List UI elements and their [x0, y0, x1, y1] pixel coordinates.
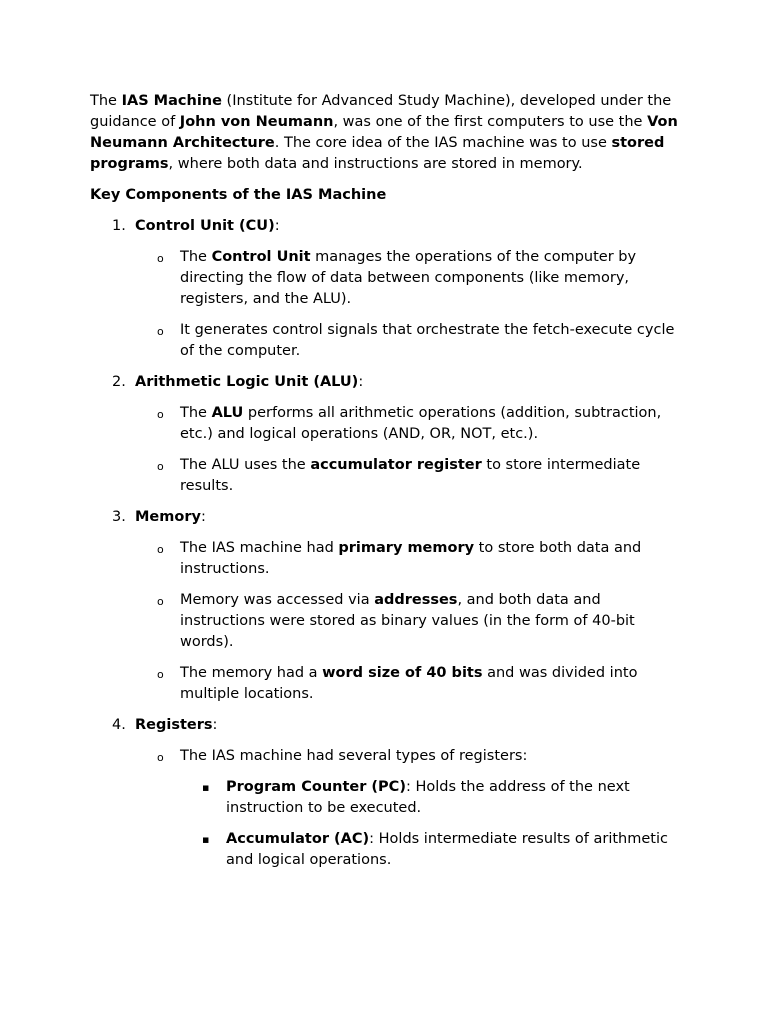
list-item-suffix: : — [358, 374, 364, 390]
list-item-suffix: : — [200, 509, 206, 525]
sub-item-text: The IAS machine had several types of registers: — [180, 748, 528, 764]
intro-text: . The core idea of the IAS machine was to use — [274, 135, 612, 151]
list-item-registers — [90, 715, 680, 736]
intro-paragraph — [90, 91, 680, 175]
intro-bold-ias-machine: IAS Machine — [121, 93, 222, 109]
circle-bullet-icon: o — [157, 751, 164, 764]
intro-text: (Institute for Advanced Study Machine), developed under the guidance of — [90, 93, 672, 130]
sub-item-text: It generates control signals that orchestrate the fetch-execute cycle of the computer. — [180, 322, 675, 359]
list-number: 2. — [112, 374, 126, 390]
sub-item-bold: primary memory — [338, 540, 475, 556]
sub-item-text: The — [180, 249, 212, 265]
sub-item-text: and was divided into multiple locations. — [180, 665, 638, 702]
sub-list-item — [90, 663, 680, 705]
sub-item-bold: accumulator register — [310, 457, 482, 473]
document-content — [90, 91, 680, 881]
list-item-alu — [90, 372, 680, 393]
list-item-suffix: : — [212, 717, 218, 733]
list-item-memory — [90, 507, 680, 528]
sub-item-text: Memory was accessed via — [180, 592, 375, 608]
sub-sub-list-item — [90, 777, 680, 819]
sub-list-item — [90, 590, 680, 653]
circle-bullet-icon: o — [157, 460, 164, 473]
sub-list-item — [90, 320, 680, 362]
square-bullet-icon: ▪ — [202, 833, 210, 846]
circle-bullet-icon: o — [157, 252, 164, 265]
section-heading: Key Components of the IAS Machine — [90, 187, 387, 203]
sub-item-text: The ALU uses the — [180, 457, 311, 473]
sub-sub-list-item — [90, 829, 680, 871]
sub-item-text: performs all arithmetic operations (addition, subtraction, etc.) and logical operations (AND, OR, NOT, etc.). — [180, 405, 662, 442]
square-bullet-icon: ▪ — [202, 781, 210, 794]
circle-bullet-icon: o — [157, 668, 164, 681]
intro-bold-architecture: Von Neumann Architecture — [90, 114, 678, 151]
list-item-control-unit — [90, 216, 680, 237]
circle-bullet-icon: o — [157, 543, 164, 556]
sub-list-item — [90, 455, 680, 497]
sub-item-bold: addresses — [374, 592, 458, 608]
sub-sub-item-text: : Holds intermediate results of arithmetic and logical operations. — [226, 831, 668, 868]
circle-bullet-icon: o — [157, 325, 164, 338]
sub-list-item — [90, 403, 680, 445]
list-item-suffix: : — [274, 218, 280, 234]
sub-sub-item-bold: Accumulator (AC) — [226, 831, 370, 847]
list-item-title: Arithmetic Logic Unit (ALU) — [135, 374, 359, 390]
list-item-title: Control Unit (CU) — [135, 218, 275, 234]
sub-item-bold: Control Unit — [211, 249, 311, 265]
sub-item-text: The — [180, 405, 212, 421]
list-number: 3. — [112, 509, 126, 525]
intro-bold-stored-programs: stored programs — [90, 135, 665, 172]
sub-list-item — [90, 538, 680, 580]
list-item-title: Registers — [135, 717, 213, 733]
intro-text: The — [90, 93, 122, 109]
sub-item-bold: word size of 40 bits — [322, 665, 483, 681]
sub-item-text: , and both data and instructions were stored as binary values (in the form of 40-bit words). — [180, 592, 635, 650]
sub-item-text: The memory had a — [180, 665, 323, 681]
sub-item-text: The IAS machine had — [180, 540, 339, 556]
list-item-title: Memory — [135, 509, 201, 525]
sub-item-text: manages the operations of the computer by directing the flow of data between components (like memory, registers, and the ALU). — [180, 249, 637, 307]
sub-sub-item-bold: Program Counter (PC) — [226, 779, 406, 795]
circle-bullet-icon: o — [157, 408, 164, 421]
list-number: 4. — [112, 717, 126, 733]
intro-text: , was one of the first computers to use the — [333, 114, 648, 130]
sub-item-text: to store both data and instructions. — [180, 540, 642, 577]
intro-bold-von-neumann: John von Neumann — [179, 114, 334, 130]
sub-list-item — [90, 746, 680, 767]
sub-list-item — [90, 247, 680, 310]
list-number: 1. — [112, 218, 126, 234]
circle-bullet-icon: o — [157, 595, 164, 608]
sub-sub-item-text: : Holds the address of the next instruction to be executed. — [226, 779, 630, 816]
sub-item-text: to store intermediate results. — [180, 457, 641, 494]
sub-item-bold: ALU — [211, 405, 244, 421]
intro-text: , where both data and instructions are stored in memory. — [168, 156, 583, 172]
